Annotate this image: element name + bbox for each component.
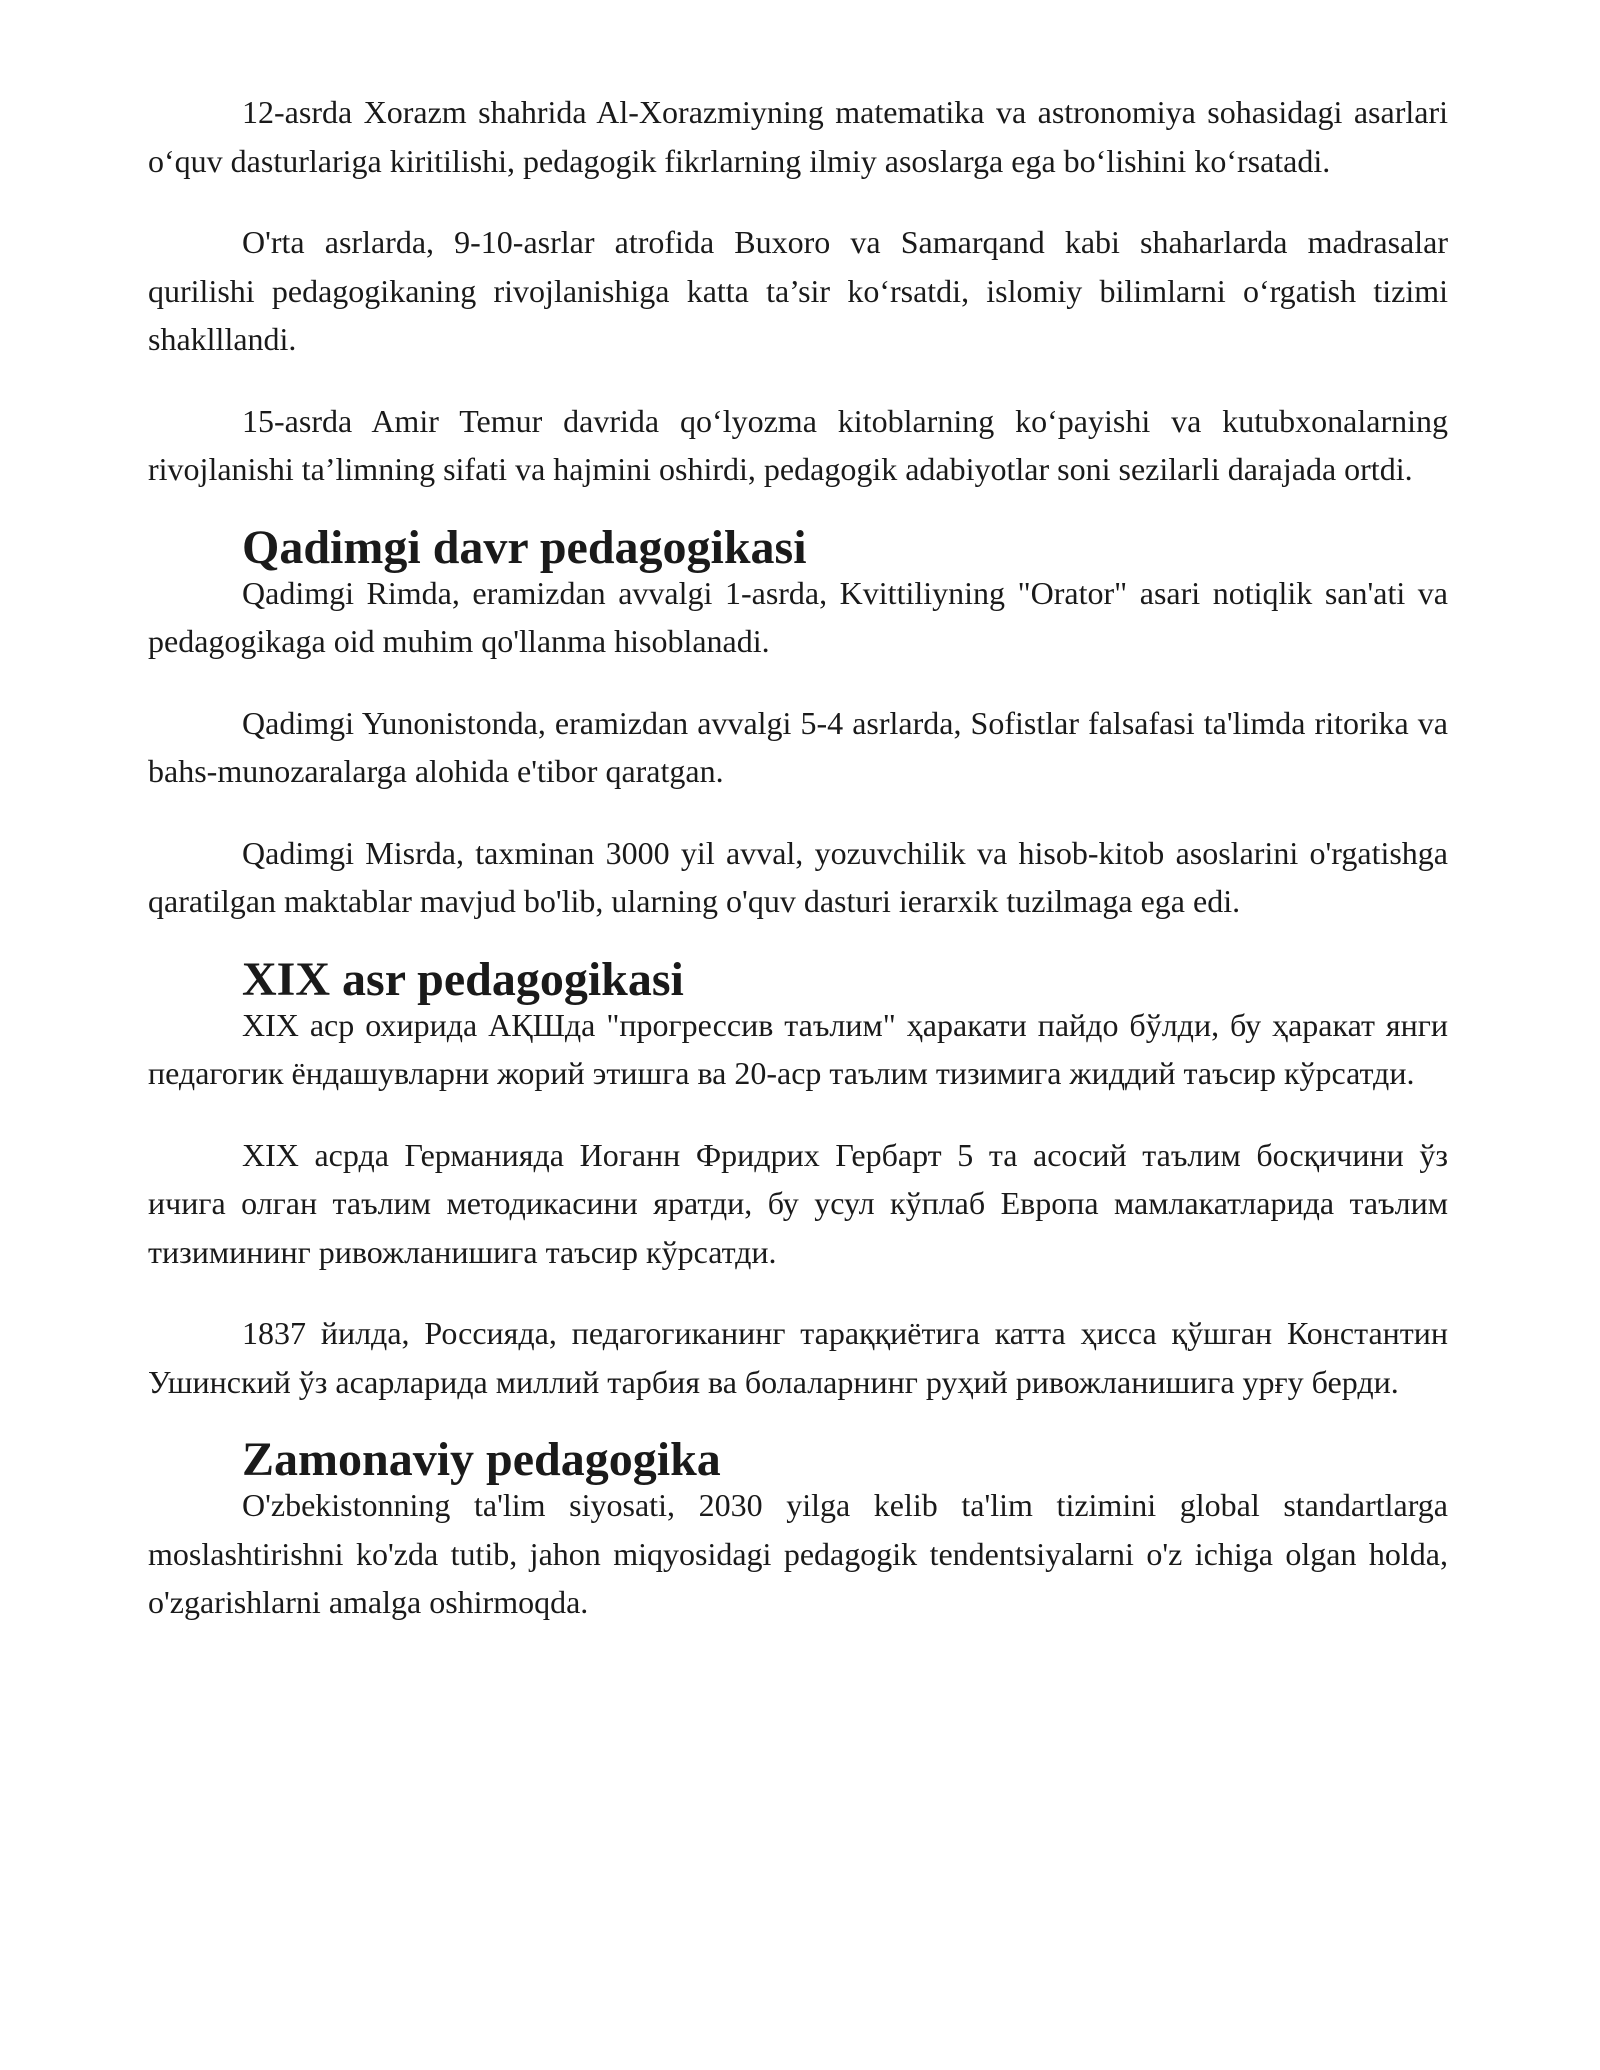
- paragraph-egypt: Qadimgi Misrda, taxminan 3000 yil avval, yozuvchilik va hisob-kitob asoslarini o'rgatishga qaratilgan maktablar mavjud bo'lib, ularning o'quv dasturi ierarxik tuzilmaga ega edi.: [148, 834, 1448, 919]
- heading-ancient-pedagogy: Qadimgi davr pedagogikasi: [242, 520, 807, 574]
- paragraph-herbart: XIX асрда Германияда Иоганн Фридрих Гербарт 5 та асосий таълим босқичини ўз ичига олган таълим методикасини яратди, бу усул кўплаб Европа мамлакатларида таълим тизимининг ривожланишига таъсир кўрсатди.: [148, 1136, 1448, 1270]
- paragraph-madrasalar: O'rta asrlarda, 9-10-asrlar atrofida Buxoro va Samarqand kabi shaharlarda madrasalar qurilishi pedagogikaning rivojlanishiga katta ta’sir ko‘rsatdi, islomiy bilimlarni o‘rgatish tizimi shaklllandi.: [148, 224, 1448, 357]
- paragraph-uzbekistan-policy: O'zbekistonning ta'lim siyosati, 2030 yilga kelib ta'lim tizimini global standartlarga moslashtirishni ko'zda tutib, jahon miqyosidagi pedagogik tendentsiyalarni o'z ichiga olgan holda, o'zgarishlarni amalga oshirmoqda.: [148, 1487, 1448, 1620]
- paragraph-greece: Qadimgi Yunonistonda, eramizdan avvalgi 5-4 asrlarda, Sofistlar falsafasi ta'limda ritorika va bahs-munozaralarga alohida e'tibor qaratgan.: [148, 704, 1448, 789]
- paragraph-usa-progressive: XIX аср охирида АҚШда "прогрессив таълим" ҳаракати пайдо бўлди, бу ҳаракат янги педагогик ёндашувларни жорий этишга ва 20-аср таълим тизимига жиддий таъсир кўрсатди.: [148, 1006, 1448, 1091]
- paragraph-rome: Qadimgi Rimda, eramizdan avvalgi 1-asrda, Kvittiliyning "Orator" asari notiqlik san'ati va pedagogikaga oid muhim qo'llanma hisoblanadi.: [148, 574, 1448, 659]
- paragraph-xorazm: 12-asrda Xorazm shahrida Al-Xorazmiyning matematika va astronomiya sohasidagi asarlari o‘quv dasturlariga kiritilishi, pedagogik fikrlarning ilmiy asoslarga ega bo‘lishini ko‘rsatadi.: [148, 94, 1448, 179]
- paragraph-amir-temur: 15-asrda Amir Temur davrida qo‘lyozma kitoblarning ko‘payishi va kutubxonalarning rivojlanishi ta’limning sifati va hajmini oshirdi, pedagogik adabiyotlar soni sezilarli darajada ortdi.: [148, 402, 1448, 487]
- heading-modern-pedagogy: Zamonaviy pedagogika: [242, 1433, 721, 1486]
- document-page: [148, 88, 1448, 1627]
- paragraph-ushinsky: 1837 йилда, Россияда, педагогиканинг тараққиётига катта ҳисса қўшган Константин Ушинский ўз асарларида миллий тарбия ва болаларнинг руҳий ривожланишига урғу берди.: [148, 1315, 1448, 1400]
- heading-19th-century-pedagogy: XIX asr pedagogikasi: [242, 952, 684, 1006]
